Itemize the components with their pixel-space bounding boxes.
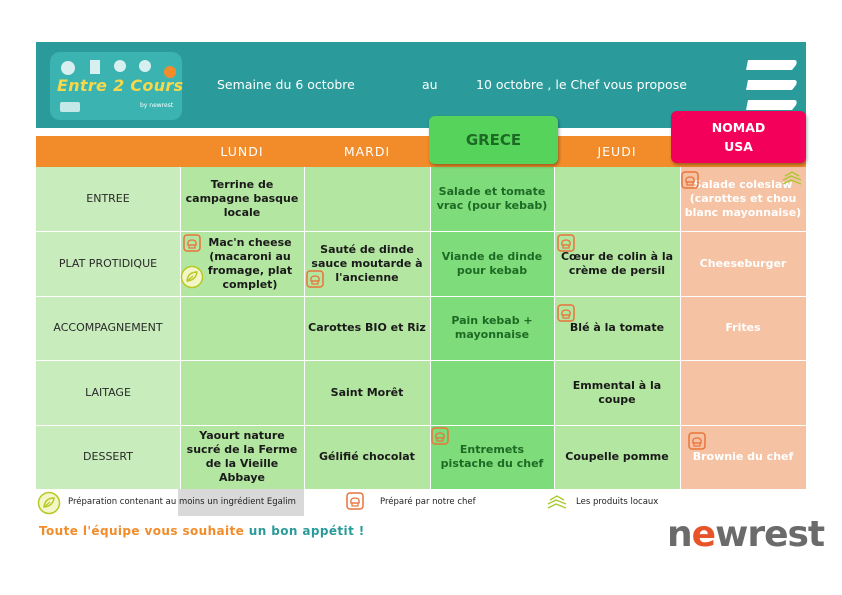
- theme-badge-grece: GRECE: [429, 116, 558, 164]
- menu-jeudi-plat: Cœur de colin à la crème de persil: [560, 249, 674, 277]
- chef-hat-icon: [183, 234, 201, 252]
- menu-usa-dessert: Brownie du chef: [692, 450, 794, 463]
- theme-badge-usa: [671, 111, 806, 163]
- day-lundi: LUNDI: [220, 144, 264, 159]
- legend-chef: Préparé par notre chef: [380, 497, 476, 507]
- logo-text: Entre 2 Cours: [57, 76, 184, 95]
- menu-mardi-dessert: Gélifié chocolat: [319, 450, 415, 463]
- row-label-entree: ENTREE: [86, 192, 130, 205]
- chef-hat-icon: [681, 171, 699, 189]
- egalim-leaf-icon: [180, 265, 204, 289]
- theme-usa-line2: USA: [724, 139, 753, 154]
- theme-usa-line1: NOMAD: [711, 120, 766, 135]
- menu-usa-accompagnement: Frites: [725, 321, 761, 334]
- row-label-plat: PLAT PROTIDIQUE: [58, 256, 158, 270]
- chef-hat-icon: [346, 492, 364, 510]
- menu-grece-accompagnement: Pain kebab + mayonnaise: [451, 314, 533, 341]
- week-end: 10 octobre , le Chef vous propose: [476, 77, 687, 92]
- chef-hat-icon: [688, 432, 706, 450]
- stripes-icon: [742, 56, 800, 118]
- menu-grece-plat: Viande de dinde pour kebab: [441, 249, 543, 277]
- menu-lundi-dessert: Yaourt nature sucré de la Ferme de la Vieille Abbaye: [186, 429, 298, 484]
- menu-lundi-plat: Mac'n cheese (macaroni au fromage, plat complet): [207, 235, 293, 291]
- chef-hat-icon: [431, 427, 449, 445]
- menu-usa-plat: Cheeseburger: [699, 256, 787, 270]
- chef-hat-icon: [557, 304, 575, 322]
- menu-jeudi-dessert: Coupelle pomme: [565, 450, 669, 463]
- footer-message-part2: un bon appétit !: [248, 524, 365, 538]
- brand-letter-n: n: [667, 514, 692, 555]
- egalim-leaf-icon: [37, 491, 61, 515]
- chef-hat-icon: [557, 234, 575, 252]
- menu-grece-entree: Salade et tomate vrac (pour kebab): [436, 185, 548, 212]
- week-start: Semaine du 6 octobre: [217, 77, 355, 92]
- row-label-laitage: LAITAGE: [85, 385, 131, 399]
- footer-message: [39, 524, 365, 538]
- row-label-dessert: DESSERT: [83, 450, 133, 463]
- menu-jeudi-laitage: Emmental à la coupe: [572, 378, 662, 406]
- menu-mardi-laitage: Saint Morêt: [330, 385, 404, 399]
- day-mardi: MARDI: [343, 144, 391, 159]
- menu-grece-dessert: Entremets pistache du chef: [440, 443, 544, 470]
- local-products-icon: [546, 492, 568, 512]
- legend-local: Les produits locaux: [576, 497, 659, 507]
- menu-jeudi-accompagnement: Blé à la tomate: [569, 321, 665, 334]
- day-jeudi: JEUDI: [597, 144, 637, 159]
- menu-usa-entree: Salade coleslaw (carottes et chou blanc mayonnaise): [684, 178, 802, 219]
- row-label-accompagnement: ACCOMPAGNEMENT: [53, 321, 163, 334]
- week-mid: au: [422, 77, 438, 92]
- logo-subtext: by newrest: [140, 102, 174, 109]
- brand-rest: wrest: [715, 514, 825, 555]
- menu-mardi-plat: Sauté de dinde sauce moutarde à l'ancienne: [311, 242, 423, 284]
- footer-message-part1: Toute l'équipe vous souhaite: [39, 524, 245, 538]
- legend-egalim: Préparation contenant au moins un ingrédient Egalim: [68, 497, 296, 507]
- menu-lundi-entree: Terrine de campagne basque locale: [185, 178, 299, 219]
- newrest-logo: [667, 514, 824, 555]
- chef-hat-icon: [306, 270, 324, 288]
- local-products-icon: [781, 168, 803, 188]
- brand-letter-e: e: [691, 514, 716, 555]
- menu-mardi-accompagnement: Carottes BIO et Riz: [308, 321, 426, 334]
